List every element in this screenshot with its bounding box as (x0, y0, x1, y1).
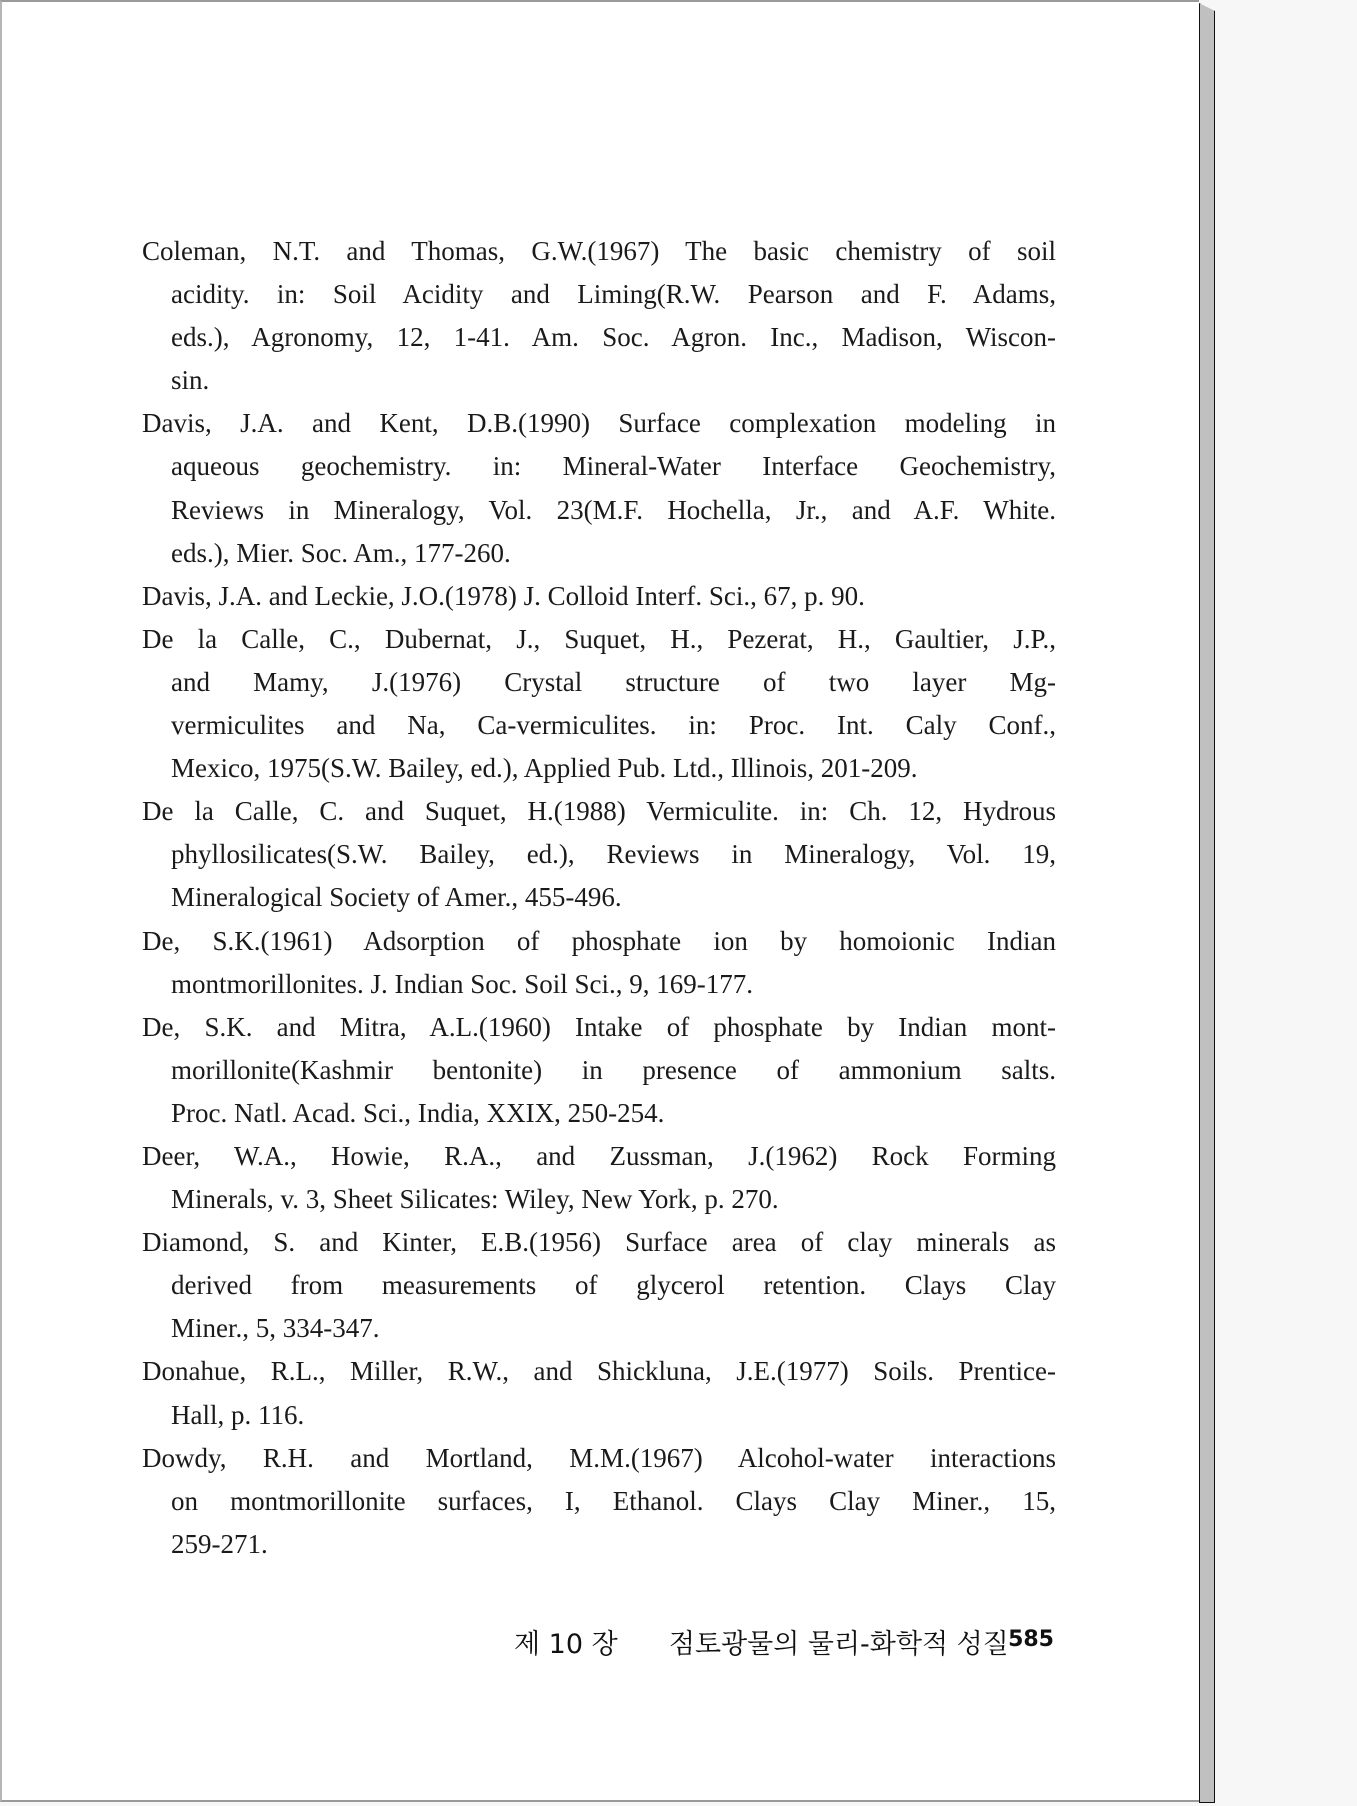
running-footer (514, 1622, 1054, 1661)
reference-line: De la Calle, C., Dubernat, J., Suquet, H., Pezerat, H., Gaultier, J.P., (142, 623, 1056, 654)
reference-line: Minerals, v. 3, Sheet Silicates: Wiley, New York, p. 270. (171, 1184, 779, 1215)
reference-list (142, 230, 1056, 1566)
reference-line: Reviews in Mineralogy, Vol. 23(M.F. Hochella, Jr., and A.F. White. (171, 494, 1056, 525)
reference-entry (142, 1350, 1056, 1436)
reference-entry (142, 1437, 1056, 1566)
reference-line: on montmorillonite surfaces, I, Ethanol. Clays Clay Miner., 15, (171, 1485, 1056, 1516)
reference-line: sin. (171, 365, 210, 396)
reference-line: De, S.K. and Mitra, A.L.(1960) Intake of phosphate by Indian mont- (142, 1011, 1056, 1042)
reference-line: Deer, W.A., Howie, R.A., and Zussman, J.(1962) Rock Forming (142, 1140, 1056, 1171)
reference-line: Davis, J.A. and Leckie, J.O.(1978) J. Colloid Interf. Sci., 67, p. 90. (142, 580, 865, 611)
reference-line: montmorillonites. J. Indian Soc. Soil Sci., 9, 169-177. (171, 968, 753, 999)
reference-entry (142, 1006, 1056, 1135)
reference-line: vermiculites and Na, Ca-vermiculites. in: Proc. Int. Caly Conf., (171, 710, 1056, 741)
reference-line: aqueous geochemistry. in: Mineral-Water Interface Geochemistry, (171, 451, 1056, 482)
reference-line: Mineralogical Society of Amer., 455-496. (171, 882, 622, 913)
reference-line: acidity. in: Soil Acidity and Liming(R.W. Pearson and F. Adams, (171, 279, 1056, 310)
reference-line: Donahue, R.L., Miller, R.W., and Shickluna, J.E.(1977) Soils. Prentice- (142, 1356, 1056, 1387)
reference-line: De la Calle, C. and Suquet, H.(1988) Vermiculite. in: Ch. 12, Hydrous (142, 796, 1056, 827)
reference-line: derived from measurements of glycerol retention. Clays Clay (171, 1270, 1056, 1301)
reference-line: Mexico, 1975(S.W. Bailey, ed.), Applied Pub. Ltd., Illinois, 201-209. (171, 753, 918, 784)
reference-line: phyllosilicates(S.W. Bailey, ed.), Reviews in Mineralogy, Vol. 19, (171, 839, 1056, 870)
reference-line: Miner., 5, 334-347. (171, 1313, 380, 1344)
page-number: 585 (1008, 1627, 1054, 1652)
reference-entry (142, 618, 1056, 790)
reference-entry (142, 1135, 1056, 1221)
reference-line: Dowdy, R.H. and Mortland, M.M.(1967) Alcohol-water interactions (142, 1442, 1056, 1473)
reference-entry (142, 920, 1056, 1006)
reference-line: Davis, J.A. and Kent, D.B.(1990) Surface complexation modeling in (142, 408, 1056, 439)
reference-entry (142, 575, 1056, 618)
reference-entry (142, 790, 1056, 919)
reference-entry (142, 1221, 1056, 1350)
reference-line: Proc. Natl. Acad. Sci., India, XXIX, 250-254. (171, 1097, 665, 1128)
reference-line: Hall, p. 116. (171, 1399, 305, 1430)
page-edge (1199, 3, 1215, 1803)
reference-line: eds.), Mier. Soc. Am., 177-260. (171, 537, 511, 568)
reference-line: Coleman, N.T. and Thomas, G.W.(1967) The basic chemistry of soil (142, 236, 1056, 266)
footer-chapter: 제 10 장 (514, 1629, 618, 1660)
reference-entry (142, 230, 1056, 402)
reference-line: morillonite(Kashmir bentonite) in presence of ammonium salts. (171, 1054, 1056, 1085)
footer-title: 점토광물의 물리-화학적 성질 (668, 1629, 1009, 1660)
reference-line: 259-271. (171, 1528, 268, 1559)
reference-line: Diamond, S. and Kinter, E.B.(1956) Surface area of clay minerals as (142, 1227, 1056, 1258)
reference-line: De, S.K.(1961) Adsorption of phosphate ion by homoionic Indian (142, 925, 1056, 956)
reference-line: and Mamy, J.(1976) Crystal structure of two layer Mg- (171, 666, 1056, 697)
reference-line: eds.), Agronomy, 12, 1-41. Am. Soc. Agron. Inc., Madison, Wiscon- (171, 322, 1056, 353)
reference-entry (142, 402, 1056, 574)
